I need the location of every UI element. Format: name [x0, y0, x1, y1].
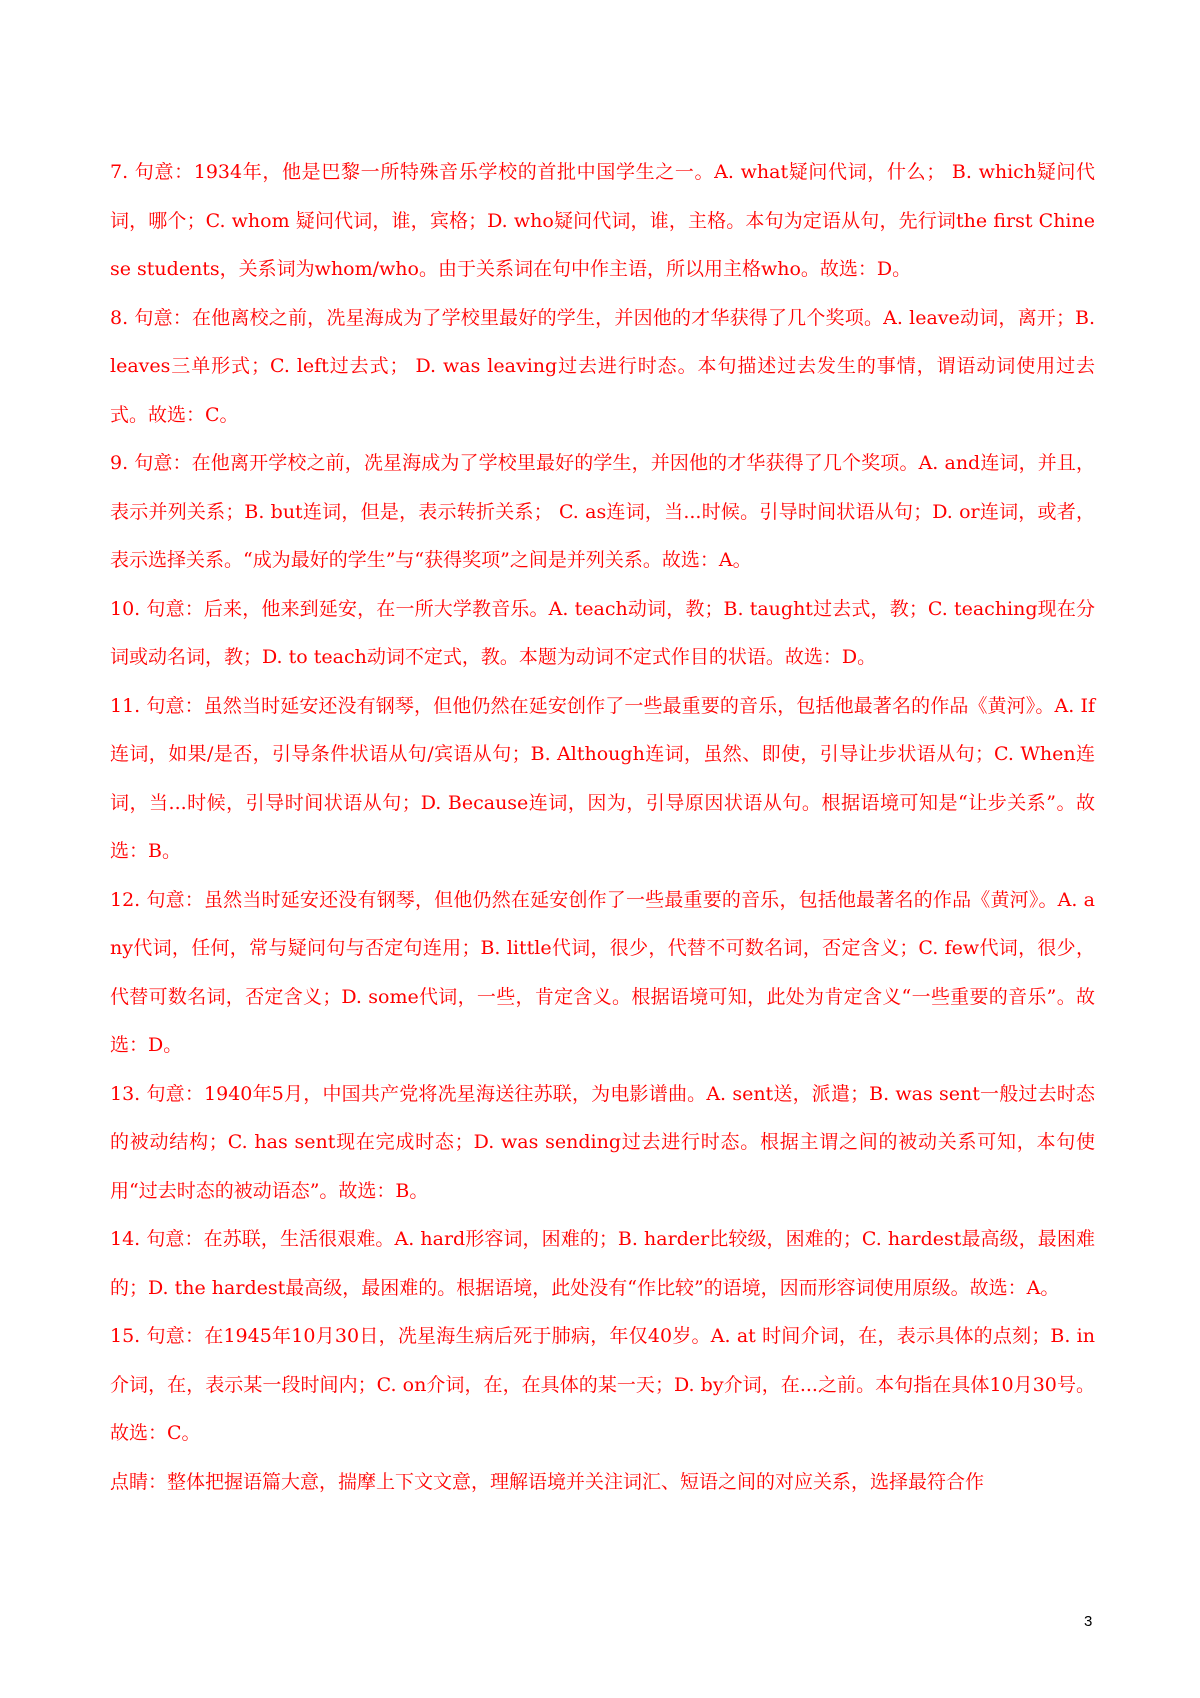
- explanation-item-14: 14. 句意：在苏联，生活很艰难。A. hard形容词，困难的；B. harder比较级，困难的；C. hardest最高级，最困难的；D. the hardest最高级，最困难的。根据语境，此处没有“作比较”的语境，因而形容词使用原级。故选：A。: [110, 1228, 1095, 1299]
- page-number: 3: [1084, 1613, 1093, 1630]
- explanation-item-9: 9. 句意：在他离开学校之前，冼星海成为了学校里最好的学生，并因他的才华获得了几个奖项。A. and连词，并且，表示并列关系；B. but连词，但是，表示转折关系； C. as连词，当...时候。引导时间状语从句；D. or连词，或者，表示选择关系。“成为最好的学生”与“获得奖项”之间是并列关系。故选：A。: [110, 452, 1095, 571]
- explanation-item-10: 10. 句意：后来，他来到延安，在一所大学教音乐。A. teach动词，教；B. taught过去式，教；C. teaching现在分词或动名词，教；D. to teach动词不定式，教。本题为动词不定式作目的状语。故选：D。: [110, 597, 1095, 668]
- explanation-item-8: 8. 句意：在他离校之前，冼星海成为了学校里最好的学生，并因他的才华获得了几个奖项。A. leave动词，离开；B. leaves三单形式；C. left过去式； D. was leaving过去进行时态。本句描述过去发生的事情，谓语动词使用过去式。故选：C。: [110, 306, 1095, 426]
- answer-explanations: [110, 148, 1095, 1506]
- explanation-item-11: 11. 句意：虽然当时延安还没有钢琴，但他仍然在延安创作了一些最重要的音乐，包括他最著名的作品《黄河》。A. If 连词，如果/是否，引导条件状语从句/宾语从句；B. Although连词，虽然、即使，引导让步状语从句；C. When连词，当...时候，引导时间状语从句；D. Because连词，因为，引导原因状语从句。根据语境可知是“让步关系”。故选：B。: [110, 694, 1095, 862]
- explanation-item-12: 12. 句意：虽然当时延安还没有钢琴，但他仍然在延安创作了一些最重要的音乐，包括他最著名的作品《黄河》。A. any代词，任何，常与疑问句与否定句连用；B. little代词，很少，代替不可数名词，否定含义；C. few代词，很少，代替可数名词，否定含义；D. some代词，一些，肯定含义。根据语境可知，此处为肯定含义“一些重要的音乐”。故选：D。: [110, 888, 1095, 1056]
- tips-paragraph: 点睛：整体把握语篇大意，揣摩上下文文意，理解语境并关注词汇、短语之间的对应关系，选择最符合作: [110, 1470, 985, 1493]
- explanation-item-13: 13. 句意：1940年5月，中国共产党将冼星海送往苏联，为电影谱曲。A. sent送，派遣；B. was sent一般过去时态的被动结构；C. has sent现在完成时态；D. was sending过去进行时态。根据主谓之间的被动关系可知，本句使用“过去时态的被动语态”。故选：B。: [110, 1082, 1095, 1202]
- explanation-item-7: 7. 句意：1934年，他是巴黎一所特殊音乐学校的首批中国学生之一。A. what疑问代词，什么； B. which疑问代词，哪个；C. whom 疑问代词，谁，宾格；D. who疑问代词，谁，主格。本句为定语从句，先行词the first Chinese students，关系词为whom/who。由于关系词在句中作主语，所以用主格who。故选：D。: [110, 161, 1095, 280]
- explanation-item-15: 15. 句意：在1945年10月30日，冼星海生病后死于肺病，年仅40岁。A. at 时间介词，在，表示具体的点刻；B. in介词，在，表示某一段时间内；C. on介词，在，在具体的某一天；D. by介词，在...之前。本句指在具体10月30号。故选：C。: [110, 1325, 1095, 1444]
